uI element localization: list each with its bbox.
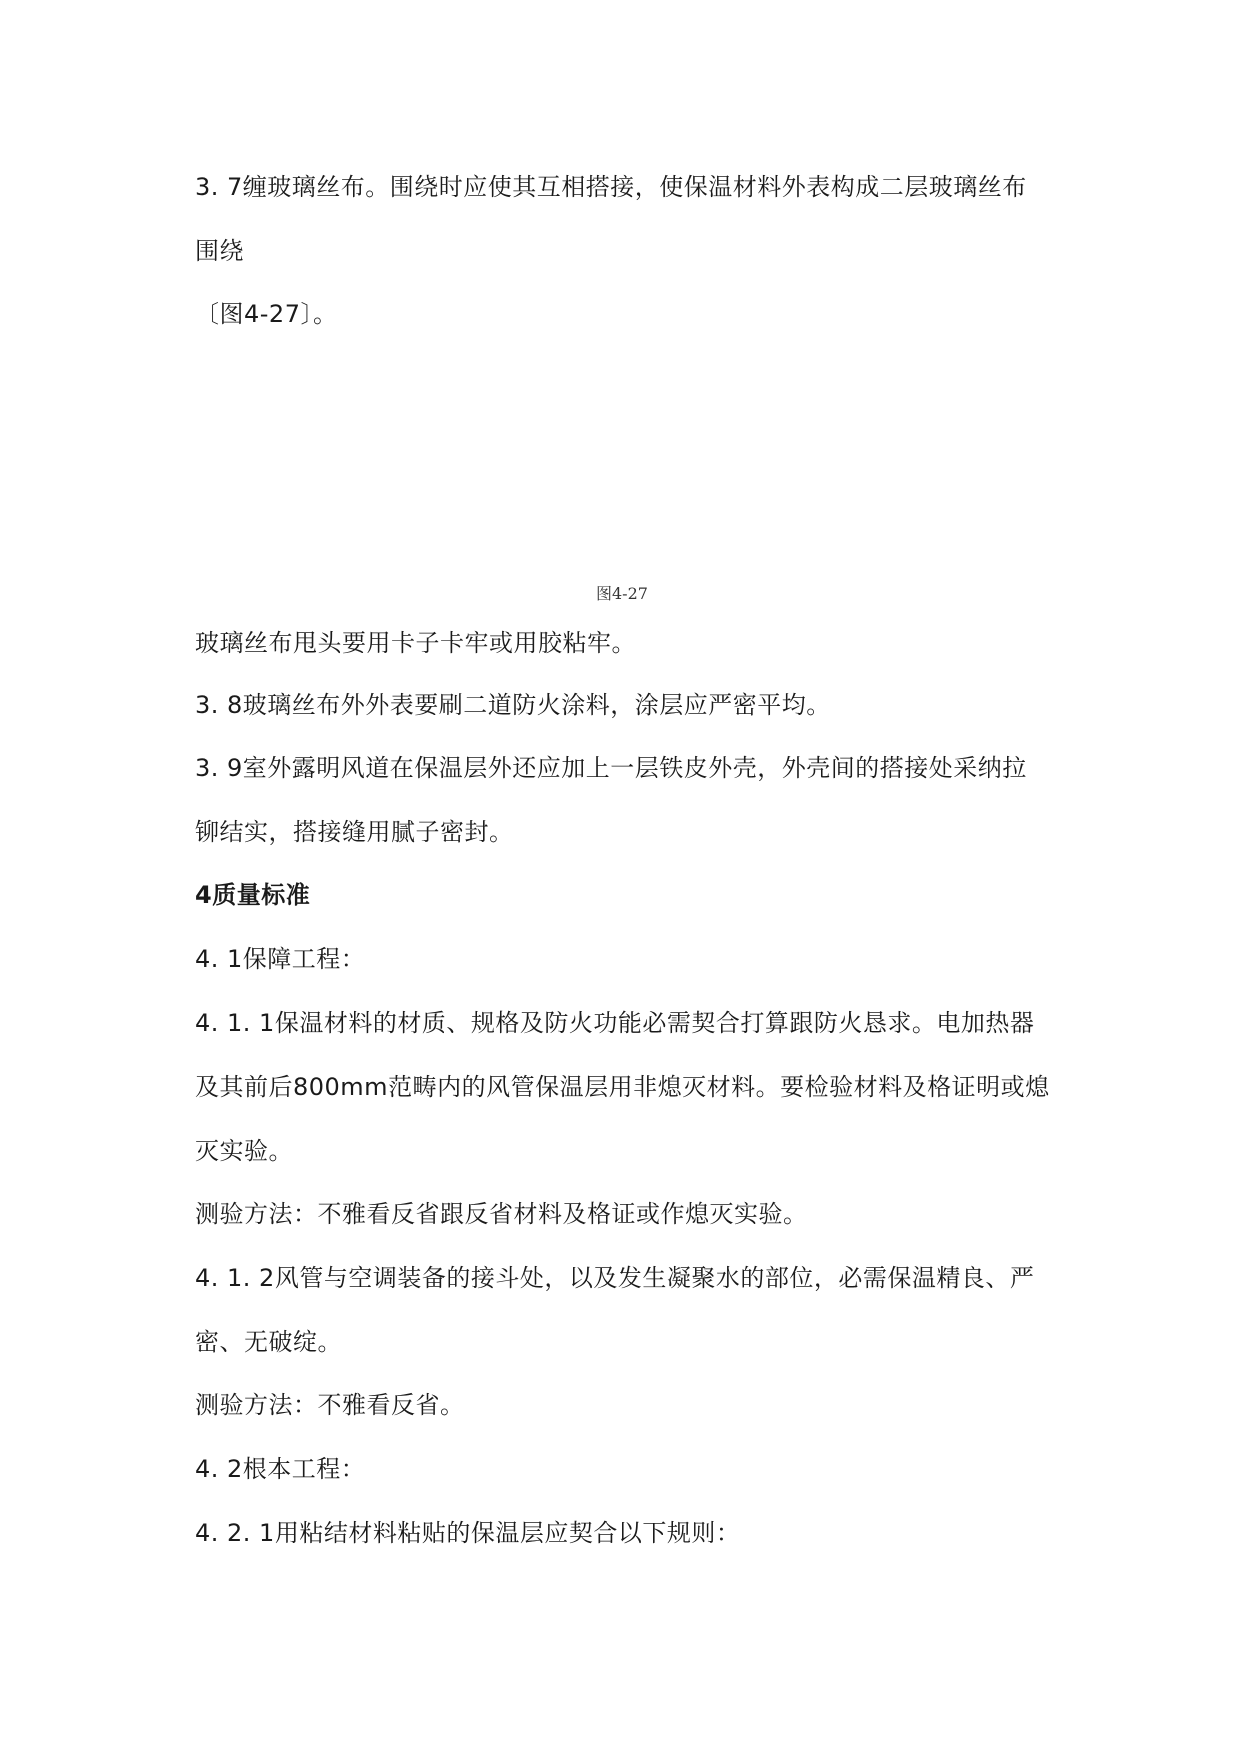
paragraph-4-1-2-line-1: 4. 1. 2风管与空调装备的接斗处，以及发生凝聚水的部位，必需保温精良、严	[195, 1264, 1035, 1292]
paragraph-3-7-line-2: 围绕	[195, 237, 244, 265]
paragraph-test-method-2: 测验方法：不雅看反省。	[195, 1391, 465, 1419]
paragraph-4-2: 4. 2根本工程：	[195, 1455, 366, 1483]
section-heading-quality-standard: 4质量标准	[195, 881, 311, 909]
paragraph-test-method-1: 测验方法：不雅看反省跟反省材料及格证或作熄灭实验。	[195, 1200, 808, 1228]
paragraph-4-1-1-line-2: 及其前后800mm范畴内的风管保温层用非熄灭材料。要检验材料及格证明或熄	[195, 1073, 1050, 1101]
paragraph-3-7-line-1: 3. 7缠玻璃丝布。围绕时应使其互相搭接，使保温材料外表构成二层玻璃丝布	[195, 173, 1027, 201]
paragraph-3-8: 3. 8玻璃丝布外外表要刷二道防火涂料，涂层应严密平均。	[195, 691, 831, 719]
paragraph-4-1-1-line-3: 灭实验。	[195, 1137, 293, 1165]
paragraph-4-2-1: 4. 2. 1用粘结材料粘贴的保温层应契合以下规则：	[195, 1519, 741, 1547]
paragraph-4-1-1-line-1: 4. 1. 1保温材料的材质、规格及防火功能必需契合打算跟防火恳求。电加热器	[195, 1009, 1035, 1037]
paragraph-4-1: 4. 1保障工程：	[195, 945, 366, 973]
paragraph-3-9-line-2: 铆结实，搭接缝用腻子密封。	[195, 818, 514, 846]
paragraph-3-9-line-1: 3. 9室外露明风道在保温层外还应加上一层铁皮外壳，外壳间的搭接处采纳拉	[195, 754, 1027, 782]
paragraph-3-7-line-3: 〔图4-27〕。	[195, 300, 338, 328]
paragraph-4-1-2-line-2: 密、无破绽。	[195, 1328, 342, 1356]
paragraph-glass-cloth-end: 玻璃丝布甩头要用卡子卡牢或用胶粘牢。	[195, 629, 636, 657]
figure-caption: 图4-27	[596, 584, 648, 603]
